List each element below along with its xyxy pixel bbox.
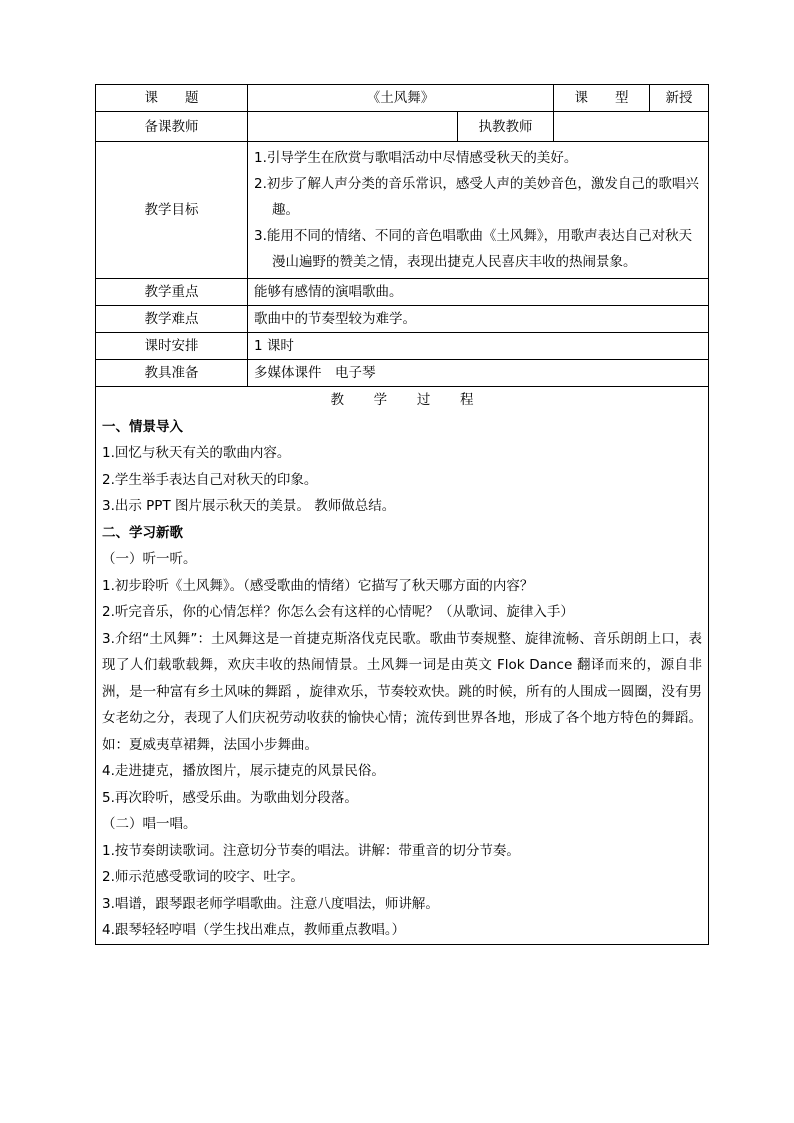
process-item: 3.介绍“土风舞”：土风舞这是一首捷克斯洛伐克民歌。歌曲节奏规整、旋律流畅、音乐朗朗上口，表现了人们载歌载舞，欢庆丰收的热闹情景。土风舞一词是由英文 Flok Dance 翻译而来的，源自非洲，是一种富有乡土风味的舞蹈 ，旋律欢乐，节奏较欢快。跳的时候，所有的人围成一圆圈，没有男女老幼之分，表现了人们庆祝劳动收获的愉快心情；流传到世界各地，形成了各个地方特色的舞蹈。如：夏威夷草裙舞，法国小步舞曲。 [102, 630, 702, 753]
type-label: 课 型 [554, 85, 650, 112]
process-item: 4.跟琴轻轻哼唱（学生找出难点，教师重点教唱。） [102, 922, 406, 938]
goals-row [96, 142, 709, 279]
lesson-plan-table [95, 84, 709, 945]
difficulty-label: 教学难点 [96, 306, 248, 333]
process-item: 5.再次聆听，感受乐曲。为歌曲划分段落。 [102, 789, 358, 806]
topic-label: 课 题 [96, 85, 248, 112]
hours-value: 1 课时 [248, 333, 709, 360]
topic-value: 《土风舞》 [248, 85, 554, 112]
section-title: 一、情景导入 [102, 418, 183, 435]
process-item: 1.按节奏朗读歌词。注意切分节奏的唱法。讲解：带重音的切分节奏。 [102, 842, 520, 859]
goals-label: 教学目标 [96, 142, 248, 279]
lesson-plan [95, 84, 708, 945]
type-value: 新授 [650, 85, 709, 112]
process-row [96, 387, 709, 945]
key-point-value: 能够有感情的演唱歌曲。 [248, 279, 709, 306]
process-item: 2.听完音乐，你的心情怎样？你怎么会有这样的心情呢？（从歌词、旋律入手） [102, 604, 574, 620]
subsection-title: （一）听一听。 [102, 551, 197, 567]
materials-value: 多媒体课件 电子琴 [248, 360, 709, 387]
process-item: 3.出示 PPT 图片展示秋天的美景。 教师做总结。 [102, 498, 396, 514]
process-item: 1.回忆与秋天有关的歌曲内容。 [102, 445, 291, 461]
section-title: 二、学习新歌 [102, 524, 183, 541]
hours-row [96, 333, 709, 360]
goals-list [248, 142, 709, 279]
prep-teacher-value [248, 112, 458, 142]
process-item: 3.唱谱，跟琴跟老师学唱歌曲。注意八度唱法，师讲解。 [102, 895, 439, 912]
process-section [96, 387, 709, 945]
exec-teacher-value [554, 112, 709, 142]
process-item: 2.学生举手表达自己对秋天的印象。 [102, 471, 318, 488]
difficulty-row [96, 306, 709, 333]
materials-label: 教具准备 [96, 360, 248, 387]
teacher-row [96, 112, 709, 142]
topic-row [96, 85, 709, 112]
subsection-title: （二）唱一唱。 [102, 816, 197, 832]
key-point-row [96, 279, 709, 306]
key-point-label: 教学重点 [96, 279, 248, 306]
process-item: 4.走进捷克，播放图片，展示捷克的风景民俗。 [102, 763, 385, 779]
process-item: 1.初步聆听《土风舞》。（感受歌曲的情绪）它描写了秋天哪方面的内容？ [102, 577, 534, 594]
difficulty-value: 歌曲中的节奏型较为难学。 [248, 306, 709, 333]
process-item: 2.师示范感受歌词的咬字、吐字。 [102, 869, 304, 885]
goal-item: 3.能用不同的情绪、不同的音色唱歌曲《土风舞》，用歌声表达自己对秋天漫山遍野的赞美之情，表现出捷克人民喜庆丰收的热闹景象。 [254, 228, 693, 270]
process-title: 教学过程 [330, 392, 504, 408]
materials-row [96, 360, 709, 387]
goal-item: 2.初步了解人声分类的音乐常识，感受人声的美妙音色，激发自己的歌唱兴趣。 [254, 176, 699, 218]
prep-teacher-label: 备课教师 [96, 112, 248, 142]
exec-teacher-label: 执教教师 [458, 112, 554, 142]
hours-label: 课时安排 [96, 333, 248, 360]
goal-item: 1.引导学生在欣赏与歌唱活动中尽情感受秋天的美好。 [254, 150, 578, 166]
